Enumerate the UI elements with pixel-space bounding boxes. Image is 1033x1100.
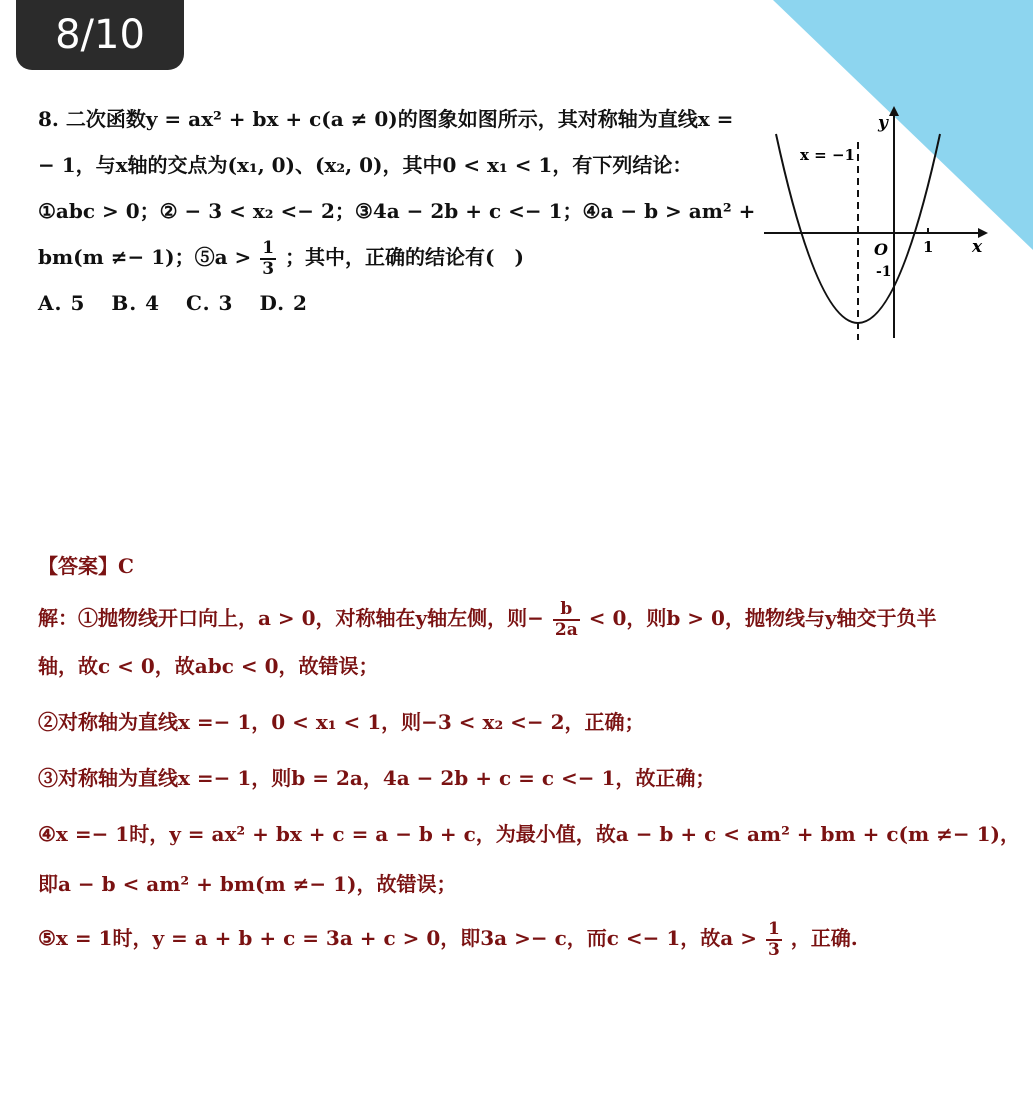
solution-line-1a-post: < 0，则b > 0，抛物线与y轴交于负半 xyxy=(588,606,937,630)
solution-line-5-pre: ⑤x = 1时，y = a + b + c = 3a + c > 0，即3a >− c，而c <− 1，故a > xyxy=(38,926,757,950)
symmetry-axis-label: x = −1 xyxy=(800,146,855,164)
fraction-denominator: 3 xyxy=(767,939,780,960)
solution-line-3: ③对称轴为直线x =− 1，则b = 2a，4a − 2b + c = c <− 1，故正确； xyxy=(38,766,716,790)
answer-tag: 【答案】C xyxy=(38,554,134,578)
solution-line-1a-pre: 解：①抛物线开口向上，a > 0，对称轴在y轴左侧，则− xyxy=(38,606,544,630)
question-line-4 xyxy=(38,234,750,280)
option-a: A. 5 xyxy=(38,291,86,315)
y-axis-label: y xyxy=(878,113,888,133)
fraction-b-over-2a xyxy=(553,598,580,640)
y-intercept-label: -1 xyxy=(876,264,892,280)
solution-line-4a: ④x =− 1时，y = ax² + bx + c = a − b + c，为最小值，故a − b + c < am² + bm + c(m ≠− 1)， xyxy=(38,822,1020,846)
fraction-numerator: b xyxy=(553,601,580,621)
fraction-numerator: 1 xyxy=(262,237,275,258)
fraction-denominator: 3 xyxy=(262,258,275,279)
question-line-4-pre: bm(m ≠− 1)；⑤a > xyxy=(38,245,252,269)
x-axis-label: x xyxy=(972,237,983,257)
solution-line-4b: 即a − b < am² + bm(m ≠− 1)，故错误； xyxy=(38,872,457,896)
solution-line-1b: 轴，故c < 0，故abc < 0，故错误； xyxy=(38,654,379,678)
fraction-one-third xyxy=(766,918,782,960)
option-c: C. 3 xyxy=(186,291,234,315)
option-d: D. 2 xyxy=(259,291,308,315)
fraction-one-third xyxy=(260,237,276,279)
question-line-1: 8. 二次函数y = ax² + bx + c(a ≠ 0)的图象如图所示，其对称轴为直线x = xyxy=(38,107,734,131)
answer-block xyxy=(38,548,1020,964)
solution-line-5 xyxy=(38,912,998,964)
tick-1-label: 1 xyxy=(923,238,934,256)
solution-line-1a xyxy=(38,592,998,644)
option-b: B. 4 xyxy=(111,291,161,315)
fraction-denominator: 2a xyxy=(554,619,578,640)
page-indicator: 8/10 xyxy=(16,0,184,70)
solution-line-5-post: ，正确. xyxy=(790,926,858,950)
parabola-graph xyxy=(756,100,996,345)
question-line-4-post: ；其中，正确的结论有( ) xyxy=(285,245,524,269)
solution-line-2: ②对称轴为直线x =− 1，0 < x₁ < 1，则−3 < x₂ <− 2，正确； xyxy=(38,710,645,734)
question-line-2: − 1，与x轴的交点为(x₁, 0)、(x₂, 0)，其中0 < x₁ < 1，有下列结论： xyxy=(38,153,693,177)
y-axis-arrow xyxy=(889,106,899,116)
question-line-3: ①abc > 0；② − 3 < x₂ <− 2；③4a − 2b + c <− 1；④a − b > am² + xyxy=(38,199,756,223)
answer-options xyxy=(38,280,750,326)
fraction-numerator: 1 xyxy=(767,918,780,939)
question-block xyxy=(38,96,756,326)
origin-label: O xyxy=(874,240,888,259)
